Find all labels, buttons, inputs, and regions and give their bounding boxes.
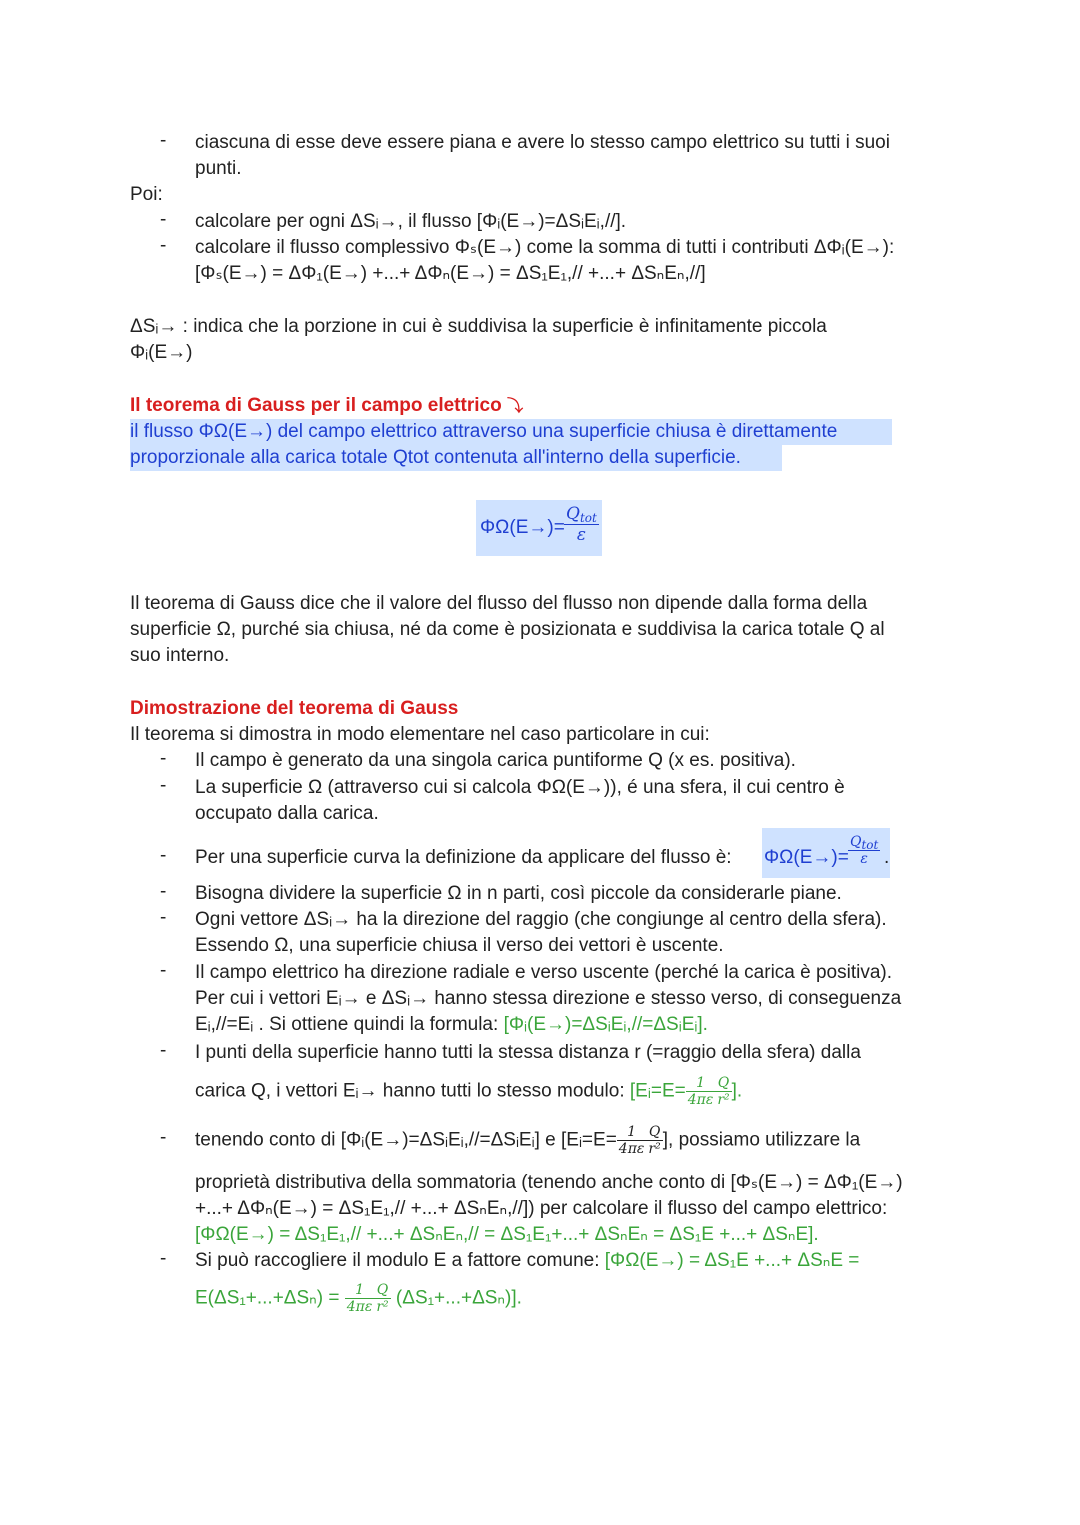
proof-b5-line1: Ogni vettore ΔSᵢ→ ha la direzione del raggio (che congiunge al centro della sfera). <box>195 909 887 930</box>
frac-den: 4πε <box>687 1092 714 1108</box>
bullet-dash: - <box>160 960 167 981</box>
frac-den: r² <box>717 1092 730 1108</box>
b9-text: Si può raccogliere il modulo E a fattore comune: <box>195 1250 605 1271</box>
proof-b7-line2 <box>195 1075 742 1108</box>
gauss-formula-lhs: ΦΩ(E→)= <box>480 517 565 538</box>
formula-den: ε <box>564 524 599 545</box>
bullet-dash: - <box>160 1040 167 1061</box>
gauss-title-text: Il teorema di Gauss per il campo elettrico <box>130 395 502 416</box>
proof-b8-line1 <box>195 1124 860 1157</box>
b6-formula: [Φᵢ(E→)=ΔSᵢEᵢ,//=ΔSᵢEᵢ]. <box>503 1014 708 1035</box>
proof-b8-line2: proprietà distributiva della sommatoria (tenendo anche conto di [Φₛ(E→) = ΔΦ₁(E→) <box>195 1172 903 1193</box>
proof-b1: Il campo è generato da una singola carica puntiforme Q (x es. positiva). <box>195 750 796 771</box>
bullet-dash: - <box>160 235 167 256</box>
flux-den: ε <box>848 850 880 867</box>
arrow-down-right-icon: ⤵ <box>506 398 523 415</box>
bullet-dash: - <box>160 748 167 769</box>
note-line1: ΔSᵢ→ : indica che la porzione in cui è suddivisa la superficie è infinitamente piccola <box>130 316 827 337</box>
bullet-dash: - <box>160 130 167 151</box>
proof-b9-line1 <box>195 1248 859 1274</box>
b7-formula-start: [Eᵢ=E= <box>629 1080 686 1102</box>
proof-b2-line2: occupato dalla carica. <box>195 803 379 824</box>
frac-q-over-r2 <box>646 1124 662 1157</box>
frac-one-over-4pie <box>686 1075 716 1108</box>
bullet-dash: - <box>160 1248 167 1269</box>
proof-b3-text: Per una superficie curva la definizione da applicare del flusso è: <box>195 847 732 868</box>
explain-line2: superficie Ω, purché sia chiusa, né da come è posizionata e suddivisa la carica totale Q al <box>130 619 885 640</box>
b9-formula-end: (ΔS₁+...+ΔSₙ)]. <box>390 1287 522 1309</box>
period: . <box>884 847 890 868</box>
frac-num: 1 <box>627 1124 637 1140</box>
proof-b4: Bisogna dividere la superficie Ω in n parti, così piccole da considerarle piane. <box>195 883 842 904</box>
gauss-formula-fraction <box>564 504 599 545</box>
b7-text: carica Q, i vettori Eᵢ→ hanno tutti lo stesso modulo: <box>195 1080 630 1102</box>
bullet-dash: - <box>160 845 167 866</box>
proof-intro: Il teorema si dimostra in modo elementare nel caso particolare in cui: <box>130 724 710 745</box>
poi-label: Poi: <box>130 184 163 205</box>
proof-b8-line4: [ΦΩ(E→) = ΔS₁E₁,// +...+ ΔSₙEₙ,// = ΔS₁E₁+...+ ΔSₙEₙ = ΔS₁E +...+ ΔSₙE]. <box>195 1224 819 1245</box>
b9-formula-start: E(ΔS₁+...+ΔSₙ) = <box>195 1287 345 1309</box>
flux-formula-box <box>762 828 890 878</box>
intro-line1: ciascuna di esse deve essere piana e avere lo stesso campo elettrico su tutti i suoi <box>195 132 890 153</box>
proof-b9-line2 <box>195 1282 522 1315</box>
gauss-formula-box <box>476 500 602 556</box>
step2: calcolare il flusso complessivo Φₛ(E→) come la somma di tutti i contributi ΔΦᵢ(E→): <box>195 237 895 258</box>
explain-line1: Il teorema di Gauss dice che il valore del flusso del flusso non dipende dalla forma della <box>130 593 868 614</box>
formula-num-sub: tot <box>579 511 597 525</box>
frac-one-over-4pie <box>345 1282 375 1315</box>
gauss-title <box>130 393 523 420</box>
proof-b7-line1: I punti della superficie hanno tutti la stessa distanza r (=raggio della sfera) dalla <box>195 1042 861 1063</box>
frac-den: 4πε <box>618 1141 645 1157</box>
explain-line3: suo interno. <box>130 645 230 666</box>
formula-num: Q <box>566 504 580 524</box>
flux-formula-fraction <box>848 834 880 867</box>
bullet-dash: - <box>160 775 167 796</box>
bullet-dash: - <box>160 881 167 902</box>
frac-q-over-r2 <box>715 1075 731 1108</box>
bullet-dash: - <box>160 907 167 928</box>
frac-num: Q <box>648 1124 661 1140</box>
b8-text: tenendo conto di [Φᵢ(E→)=ΔSᵢEᵢ,//=ΔSᵢEᵢ] e [Eᵢ=E= <box>195 1129 617 1151</box>
proof-b2-line1: La superficie Ω (attraverso cui si calcola ΦΩ(E→)), é una sfera, il cui centro è <box>195 777 845 798</box>
frac-num: 1 <box>696 1075 705 1091</box>
proof-b5-line2: Essendo Ω, una superficie chiusa il verso dei vettori è uscente. <box>195 935 724 956</box>
proof-b6-line3 <box>195 1012 708 1038</box>
bullet-dash: - <box>160 209 167 230</box>
b8-text-end: ], possiamo utilizzare la <box>662 1129 861 1151</box>
proof-b6-line1: Il campo elettrico ha direzione radiale e verso uscente (perché la carica è positiva). <box>195 962 893 983</box>
b7-formula-end: ]. <box>731 1080 743 1102</box>
b6-text: Eᵢ,//=Eᵢ . Si ottiene quindi la formula: <box>195 1014 504 1035</box>
frac-num: 1 <box>355 1282 364 1298</box>
proof-b8-line3: +...+ ΔΦₙ(E→) = ΔS₁E₁,// +...+ ΔSₙEₙ,//]) per calcolare il flusso del campo elettrico: <box>195 1198 888 1219</box>
step1: calcolare per ogni ΔSᵢ→, il flusso [Φᵢ(E→)=ΔSᵢEᵢ,//]. <box>195 211 627 232</box>
flux-num: Q <box>850 834 862 850</box>
frac-den: 4πε <box>346 1299 373 1315</box>
frac-q-over-r2 <box>374 1282 390 1315</box>
frac-num: Q <box>376 1282 389 1298</box>
intro-line2: punti. <box>195 158 242 179</box>
frac-den: r² <box>648 1141 661 1157</box>
frac-one-over-4pie <box>617 1124 647 1157</box>
frac-num: Q <box>717 1075 730 1091</box>
note-line2: Φᵢ(E→) <box>130 342 193 363</box>
gauss-statement-line1: il flusso ΦΩ(E→) del campo elettrico attraverso una superficie chiusa è direttamente <box>130 419 892 445</box>
step3: [Φₛ(E→) = ΔΦ₁(E→) +...+ ΔΦₙ(E→) = ΔS₁E₁,// +...+ ΔSₙEₙ,//] <box>195 263 706 284</box>
proof-b6-line2: Per cui i vettori Eᵢ→ e ΔSᵢ→ hanno stessa direzione e stesso verso, di conseguenza <box>195 988 902 1009</box>
frac-den: r² <box>376 1299 389 1315</box>
flux-num-sub: tot <box>861 838 879 852</box>
bullet-dash: - <box>160 1127 167 1148</box>
flux-formula-lhs: ΦΩ(E→)= <box>764 847 849 868</box>
b9-formula: [ΦΩ(E→) = ΔS₁E +...+ ΔSₙE = <box>604 1250 860 1271</box>
proof-title: Dimostrazione del teorema di Gauss <box>130 698 459 719</box>
gauss-statement-line2: proporzionale alla carica totale Qtot contenuta all'interno della superficie. <box>130 445 782 471</box>
